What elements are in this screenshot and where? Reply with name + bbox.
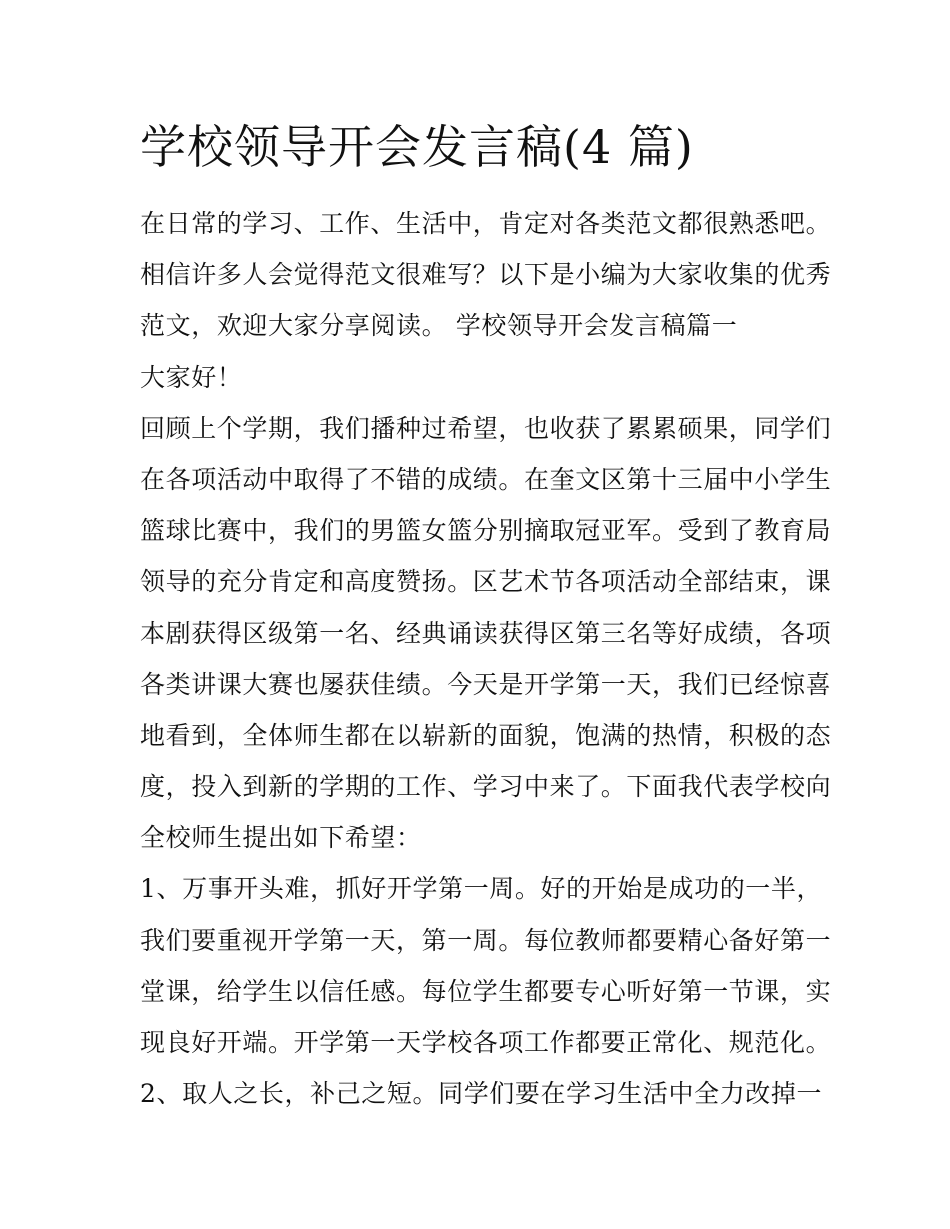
greeting-line: 大家好！ <box>140 362 243 392</box>
text-line: 度，投入到新的学期的工作、学习中来了。下面我代表学校向 <box>140 772 832 802</box>
text-line: 各类讲课大赛也屡获佳绩。今天是开学第一天，我们已经惊喜 <box>140 669 832 699</box>
text-line: 在各项活动中取得了不错的成绩。在奎文区第十三届中小学生 <box>140 464 832 494</box>
text-line: 本剧获得区级第一名、经典诵读获得区第三名等好成绩，各项 <box>140 618 832 648</box>
document-title: 学校领导开会发言稿(4 篇) <box>140 120 694 174</box>
text-line: 地看到，全体师生都在以崭新的面貌，饱满的热情，积极的态 <box>140 720 832 750</box>
document-body <box>140 198 832 1119</box>
text-line: 在日常的学习、工作、生活中，肯定对各类范文都很熟悉吧。 <box>140 209 832 238</box>
text-line: 堂课，给学生以信任感。每位学生都要专心听好第一节课，实 <box>140 976 832 1006</box>
text-line: 相信许多人会觉得范文很难写？以下是小编为大家收集的优秀 <box>140 260 832 290</box>
text-line: 领导的充分肯定和高度赞扬。区艺术节各项活动全部结束，课 <box>140 567 832 597</box>
text-line: 我们要重视开学第一天，第一周。每位教师都要精心备好第一 <box>140 925 832 955</box>
text-line: 篮球比赛中，我们的男篮女篮分别摘取冠亚军。受到了教育局 <box>140 516 832 546</box>
text-line: 现良好开端。开学第一天学校各项工作都要正常化、规范化。 <box>140 1028 832 1057</box>
list-item-1-line: 1、万事开头难，抓好开学第一周。好的开始是成功的一半， <box>140 874 823 904</box>
text-line: 范文，欢迎大家分享阅读。 学校领导开会发言稿篇一 <box>140 311 738 341</box>
text-line: 回顾上个学期，我们播种过希望，也收获了累累硕果，同学们 <box>140 413 832 443</box>
text-line: 全校师生提出如下希望： <box>140 823 422 853</box>
list-item-2-line: 2、取人之长，补己之短。同学们要在学习生活中全力改掉一 <box>140 1079 823 1109</box>
